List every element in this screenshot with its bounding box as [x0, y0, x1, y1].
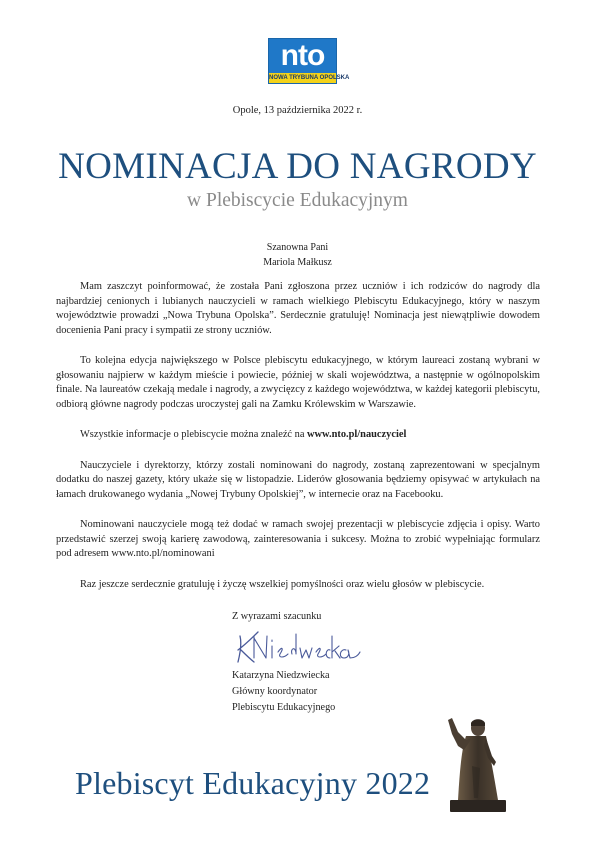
signer-role: Główny koordynator — [232, 686, 318, 697]
letter-body — [56, 280, 540, 608]
logo-wordmark: nto — [280, 39, 325, 72]
teacher-statue-trophy-icon — [428, 706, 518, 814]
handwritten-signature — [232, 628, 362, 668]
letter-date: Opole, 13 października 2022 r. — [232, 105, 363, 116]
paragraph-profile: Nominowani nauczyciele mogą też dodać w ramach swojej prezentacji w plebiscycie zdjęcia i opisy. Warto przedstawić szerzej swoją karierę zawodową, zainteresowania i sukcesy. Można to zrobić wypełniając formularz pod adresem www.nto.pl/nominowani — [56, 519, 540, 559]
paragraph-congratulations: Raz jeszcze serdecznie gratuluję i życzę wszelkiej pomyślności oraz wielu głosów w plebiscycie. — [80, 578, 485, 590]
paragraph-nomination: Mam zaszczyt poinformować, że została Pani zgłoszona przez uczniów i ich rodziców do nagrody dla najbardziej cenionych i lubianych nauczycieli w ramach wielkiego Plebiscytu Edukacyjnego, który w naszym województwie prowadzi „Nowa Trybuna Opolska”. Serdecznie gratuluję! Nominacja jest niewątpliwie dowodem docenienia Pani pracy i sympatii ze strony uczniów. — [56, 281, 540, 336]
signer-block — [232, 668, 335, 716]
info-link[interactable]: www.nto.pl/nauczyciel — [307, 429, 407, 440]
paragraph-edition: To kolejna edycja największego w Polsce plebiscytu edukacyjnego, w którym laureaci zostaną wybrani w głosowaniu najpierw w każdym mieście i powiecie, później w skali województwa, a następnie w ogólnopolskim finale. Na laureatów czekają medale i nagrody, a zwycięzcy z każdego województwa, w każdej kategorii plebiscytu, odbiorą główne nagrody podczas uroczystej gali na Zamku Królewskim w Warszawie. — [56, 355, 540, 410]
logo-tagline: NOWA TRYBUNA OPOLSKA — [269, 75, 350, 81]
page-title: NOMINACJA DO NAGRODY — [58, 146, 537, 187]
info-text: Wszystkie informacje o plebiscycie można znaleźć na — [80, 429, 308, 440]
nto-logo — [268, 38, 350, 84]
closing-phrase: Z wyrazami szacunku — [232, 611, 322, 622]
page-subtitle: w Plebiscycie Edukacyjnym — [187, 190, 408, 211]
salutation — [0, 240, 595, 270]
salutation-greeting: Szanowna Pani — [266, 242, 329, 253]
footer-title: Plebiscyt Edukacyjny 2022 — [75, 765, 431, 801]
paragraph-presentation: Nauczyciele i dyrektorzy, którzy zostali nominowani do nagrody, zostaną zaprezentowani w specjalnym dodatku do naszej gazety, który ukaże się w listopadzie. Liderów głosowania będziemy opisywać w artykułach na łamach drukowanego wydania „Nowej Trybuny Opolskiej”, w internecie oraz na Facebooku. — [56, 459, 540, 500]
recipient-name: Mariola Małkusz — [263, 257, 332, 268]
signer-name: Katarzyna Niedzwiecka — [232, 670, 330, 681]
signer-organization: Plebiscytu Edukacyjnego — [232, 702, 336, 713]
paragraph-info — [56, 428, 540, 443]
